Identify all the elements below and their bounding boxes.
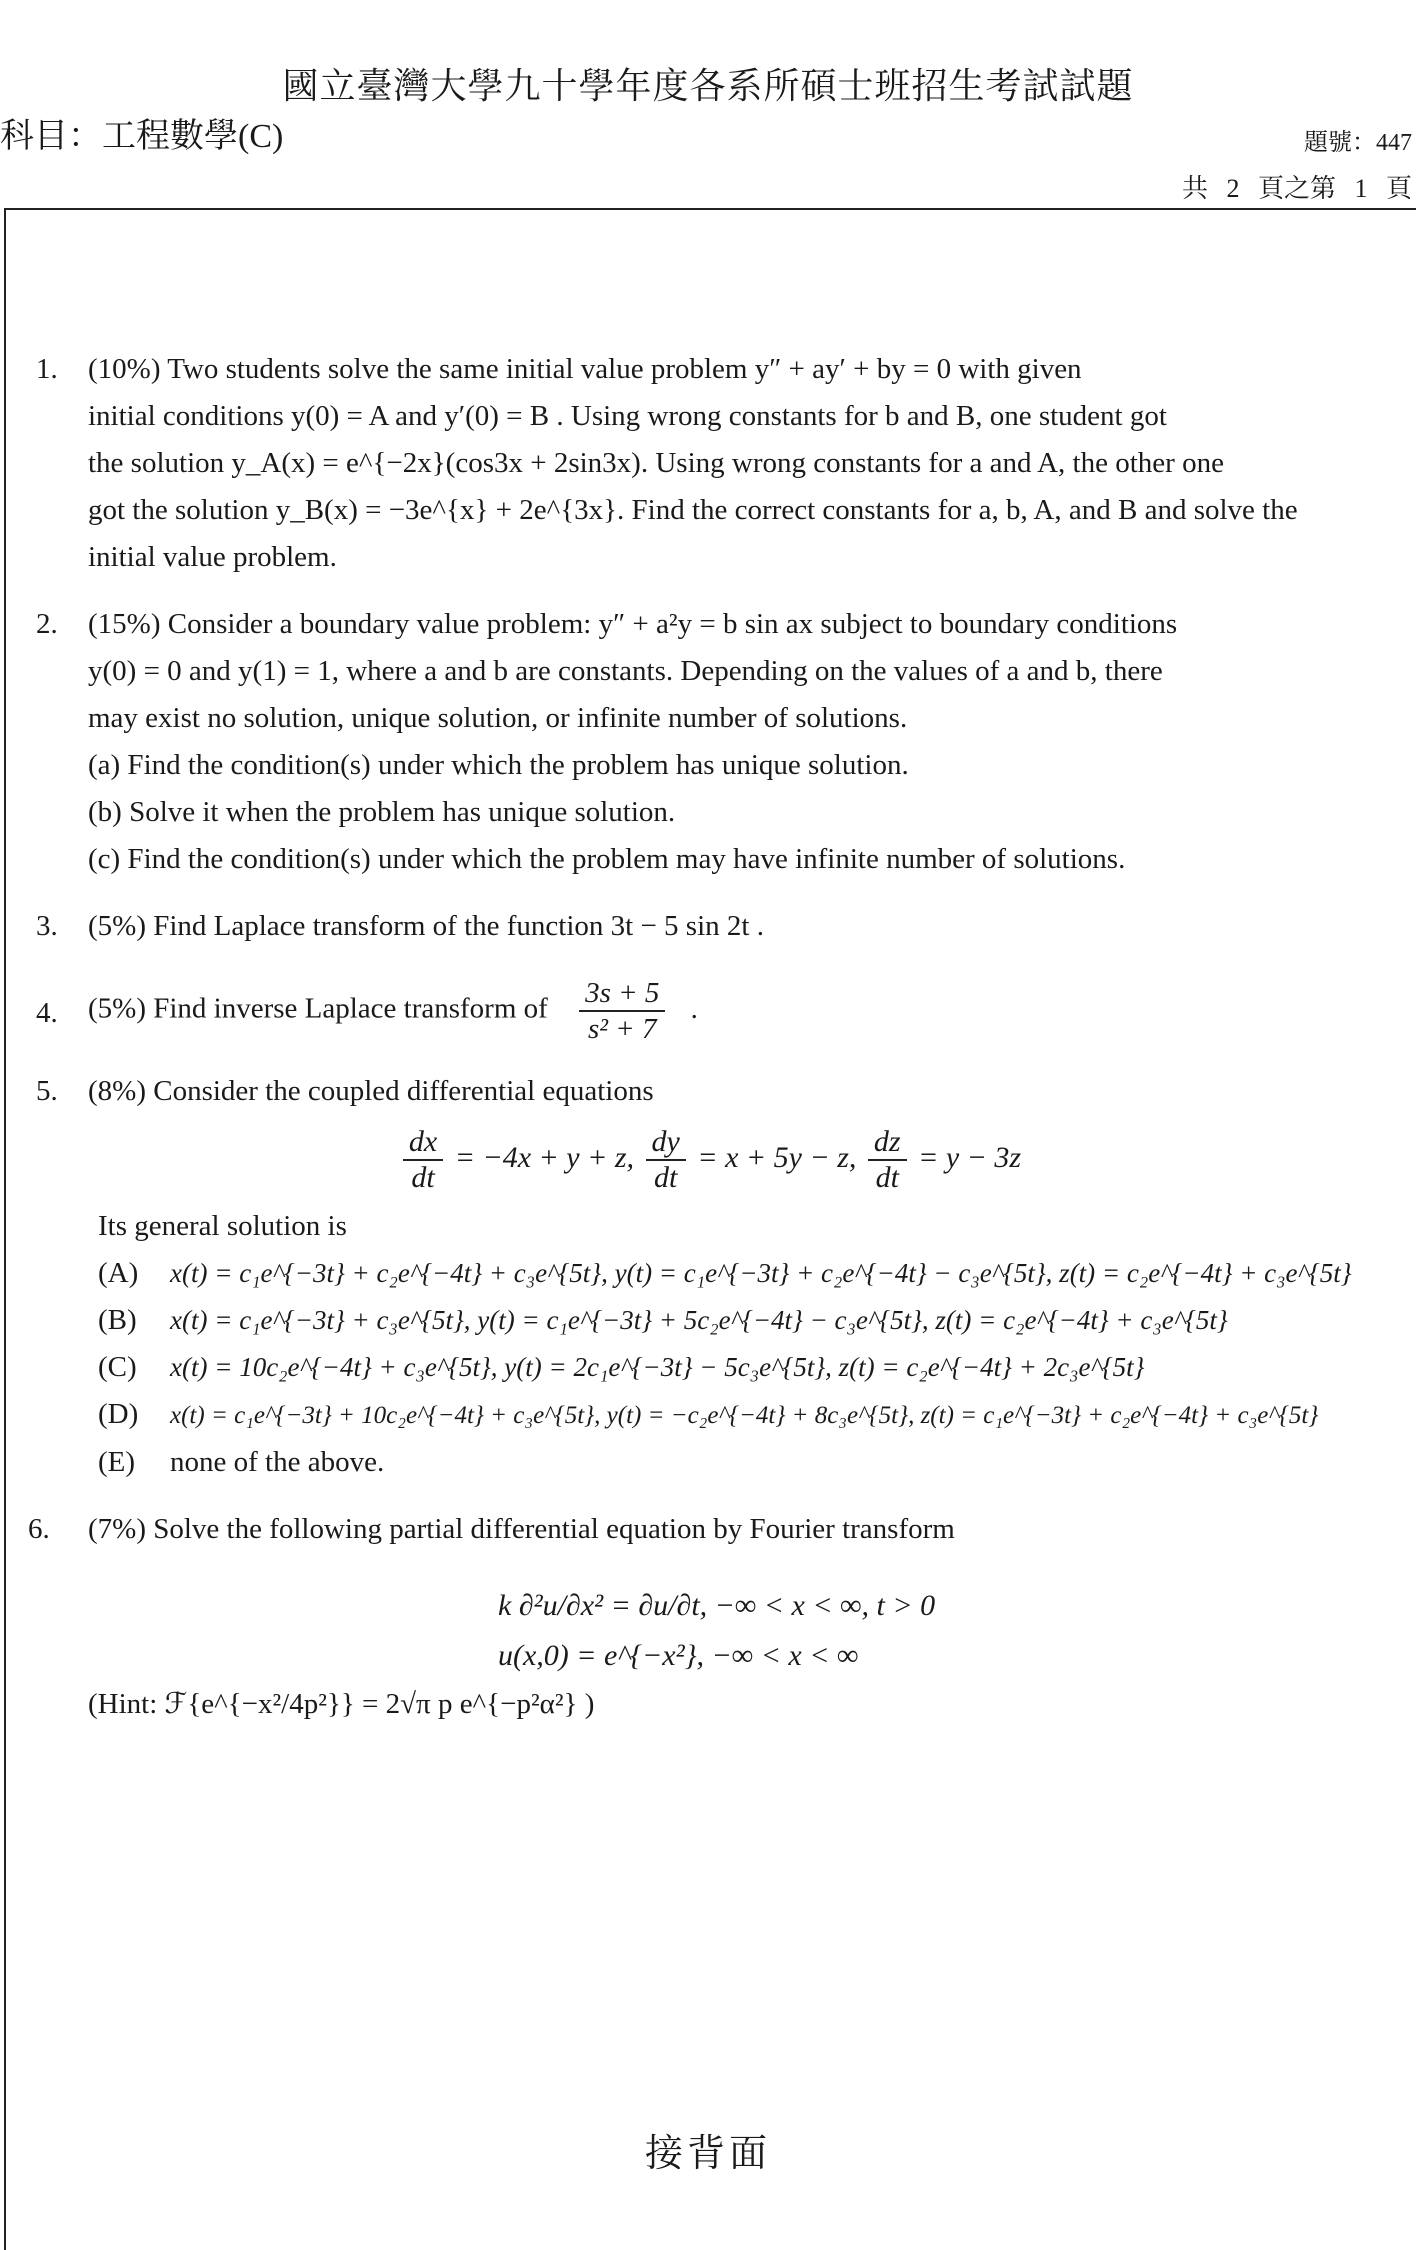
question-2 [30,601,1390,883]
dy-numerator: dy [646,1125,686,1161]
dy-dt-fraction [646,1125,686,1195]
q2-line-1: (15%) Consider a boundary value problem: y″ + a²y = b sin ax subject to boundary conditions [88,608,1178,640]
q4-numerator: 3s + 5 [579,976,665,1012]
question-number-3: 3. [36,910,58,942]
exam-title: 國立臺灣大學九十學年度各系所碩士班招生考試試題 [282,66,1134,106]
question-number-4: 4. [36,997,58,1029]
question-number-1: 1. [36,353,58,385]
pages-middle: 頁之第 [1257,174,1336,203]
dx-dt-fraction [403,1125,443,1195]
dx-numerator: dx [403,1125,443,1161]
dz-numerator: dz [868,1125,907,1161]
option-c-text: x(t) = 10c₂e^{−4t} + c₃e^{5t}, y(t) = 2c₁e^{−3t} − 5c₃e^{5t}, z(t) = c₂e^{−4t} + 2c₃e^{5t} [170,1352,1145,1382]
pde-line-2: u(x,0) = e^{−x²}, −∞ < x < ∞ [498,1639,859,1672]
dt-denominator-3: dt [875,1161,899,1194]
option-c [88,1344,1390,1391]
option-d-text: x(t) = c₁e^{−3t} + 10c₂e^{−4t} + c₃e^{5t}, y(t) = −c₂e^{−4t} + 8c₃e^{5t}, z(t) = c₁e^{−3t} + c₂e^{−4t} + c₃e^{5t} [170,1402,1319,1429]
option-a [88,1250,1390,1297]
q4-denominator: s² + 7 [587,1013,657,1045]
q6-pde [498,1581,1390,1681]
pde-line-1: k ∂²u/∂x² = ∂u/∂t, −∞ < x < ∞, t > 0 [498,1589,936,1622]
question-4 [30,976,1390,1046]
option-b-label: (B) [98,1304,137,1336]
question-5 [30,1068,1390,1486]
q4-text: (5%) Find inverse Laplace transform of [88,992,548,1025]
question-number-2: 2. [36,608,58,640]
q1-line-1: (10%) Two students solve the same initial value problem y″ + ay′ + by = 0 with given [88,353,1082,385]
questions-list [30,346,1390,1748]
dz-dt-fraction [868,1125,907,1195]
continue-overleaf: 接背面 [644,2133,771,2175]
option-d-label: (D) [98,1398,139,1430]
q4-tail: . [690,992,698,1025]
option-e-label: (E) [98,1446,136,1478]
question-number: 題號：447 [1304,130,1412,156]
q1-line-4: got the solution y_B(x) = −3e^{x} + 2e^{3x}. Find the correct constants for a, b, A, and B and solve the [88,494,1298,526]
option-c-label: (C) [98,1351,137,1383]
q1-line-3: the solution y_A(x) = e^{−2x}(cos3x + 2sin3x). Using wrong constants for a and A, the other one [88,447,1224,479]
option-d [88,1391,1390,1439]
page-indicator [1182,168,1412,205]
question-1 [30,346,1390,581]
q4-row [88,976,1390,1046]
q5-system-equation [30,1125,1390,1195]
option-e [88,1439,1390,1486]
q5-options [88,1250,1390,1486]
q2-part-c: (c) Find the condition(s) under which the problem may have infinite number of solutions. [88,843,1126,875]
rhs-1: = −4x + y + z, [454,1140,635,1174]
q2-line-3: may exist no solution, unique solution, or infinite number of solutions. [88,702,908,734]
q1-line-5: initial value problem. [88,541,337,573]
option-b-text: x(t) = c₁e^{−3t} + c₃e^{5t}, y(t) = c₁e^{−3t} + 5c₂e^{−4t} − c₃e^{5t}, z(t) = c₂e^{−4t} + c₃e^{5t} [170,1305,1228,1335]
q6-text: (7%) Solve the following partial differential equation by Fourier transform [88,1513,955,1545]
option-b [88,1297,1390,1344]
pages-prefix: 共 [1181,174,1208,203]
dt-denominator-1: dt [411,1161,435,1194]
subject-label: 科目：工程數學(C) [0,118,284,155]
pages-suffix: 頁 [1385,174,1412,203]
option-e-text: none of the above. [170,1446,385,1478]
question-6 [30,1506,1390,1728]
q2-line-2: y(0) = 0 and y(1) = 1, where a and b are constants. Depending on the values of a and b, there [88,655,1163,687]
q4-fraction [579,976,665,1046]
question-number-6: 6. [28,1513,50,1545]
q5-text: (8%) Consider the coupled differential equations [88,1075,654,1107]
rhs-2: = x + 5y − z, [697,1140,857,1174]
q1-line-2: initial conditions y(0) = A and y′(0) = B . Using wrong constants for b and B, one student got [88,400,1167,432]
question-3 [30,903,1390,950]
option-a-label: (A) [98,1257,139,1289]
question-number-5: 5. [36,1075,58,1107]
q2-part-b: (b) Solve it when the problem has unique solution. [88,796,676,828]
dt-denominator-2: dt [654,1161,678,1194]
rhs-3: = y − 3z [918,1140,1022,1174]
q2-part-a: (a) Find the condition(s) under which the problem has unique solution. [88,749,909,781]
q5-lead: Its general solution is [98,1210,347,1242]
option-a-text: x(t) = c₁e^{−3t} + c₂e^{−4t} + c₃e^{5t}, y(t) = c₁e^{−3t} + c₂e^{−4t} − c₃e^{5t}, z(t) = c₂e^{−4t} + c₃e^{5t} [170,1258,1352,1288]
pages-total: 2 [1226,174,1240,203]
q3-text: (5%) Find Laplace transform of the function 3t − 5 sin 2t . [88,910,764,942]
q6-hint: (Hint: ℱ{e^{−x²/4p²}} = 2√π p e^{−p²α²} ) [88,1688,595,1720]
pages-current: 1 [1354,174,1368,203]
